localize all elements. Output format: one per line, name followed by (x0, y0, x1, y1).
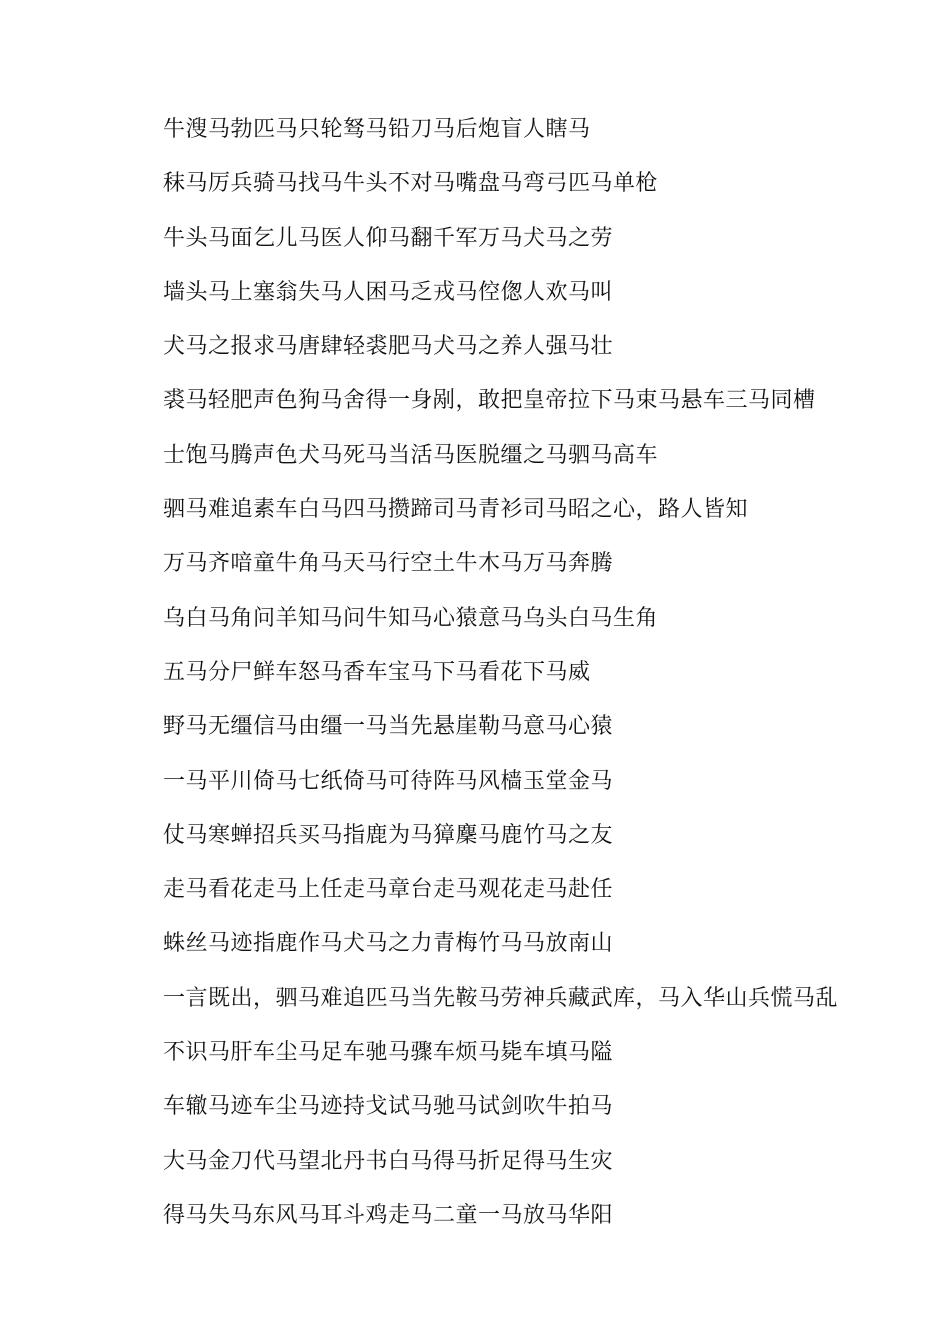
text-line: 犬马之报求马唐肆轻裘肥马犬马之养人强马壮 (163, 334, 614, 360)
text-line: 得马失马东风马耳斗鸡走马二童一马放马华阳 (163, 1202, 614, 1228)
text-line: 走马看花走马上任走马章台走马观花走马赴任 (163, 877, 614, 903)
idiom-list (163, 112, 923, 1252)
text-line: 牛溲马勃匹马只轮驽马铅刀马后炮盲人瞎马 (163, 117, 591, 142)
text-line: 五马分尸鲜车怒马香车宝马下马看花下马威 (163, 659, 591, 685)
text-line: 一言既出，驷马难追匹马当先鞍马劳神兵藏武库，马入华山兵慌马乱 (163, 985, 839, 1011)
text-line: 仗马寒蝉招兵买马指鹿为马獐麇马鹿竹马之友 (163, 822, 614, 848)
text-line: 车辙马迹车尘马迹持戈试马驰马试剑吹牛拍马 (163, 1094, 614, 1120)
text-line: 牛头马面乞儿马医人仰马翻千军万马犬马之劳 (163, 225, 614, 251)
text-line: 裘马轻肥声色狗马舍得一身剐，敢把皇帝拉下马束马悬车三马同槽 (163, 388, 816, 414)
text-line: 野马无缰信马由缰一马当先悬崖勒马意马心猿 (163, 714, 614, 740)
text-line: 墙头马上塞翁失马人困马乏戎马倥偬人欢马叫 (163, 279, 614, 305)
text-line: 大马金刀代马望北丹书白马得马折足得马生灾 (163, 1148, 614, 1174)
text-line: 士饱马腾声色犬马死马当活马医脱缰之马驷马高车 (163, 442, 659, 468)
text-line: 不识马肝车尘马足车驰马骤车烦马毙车填马隘 (163, 1040, 614, 1066)
text-line: 万马齐喑童牛角马天马行空土牛木马万马奔腾 (163, 551, 614, 577)
text-line: 蛛丝马迹指鹿作马犬马之力青梅竹马马放南山 (163, 931, 614, 957)
text-line: 秣马厉兵骑马找马牛头不对马嘴盘马弯弓匹马单枪 (163, 171, 659, 197)
text-line: 驷马难追素车白马四马攒蹄司马青衫司马昭之心，路人皆知 (163, 497, 749, 523)
text-line: 乌白马角问羊知马问牛知马心猿意马乌头白马生角 (163, 605, 659, 631)
text-line: 一马平川倚马七纸倚马可待阵马风樯玉堂金马 (163, 768, 614, 794)
